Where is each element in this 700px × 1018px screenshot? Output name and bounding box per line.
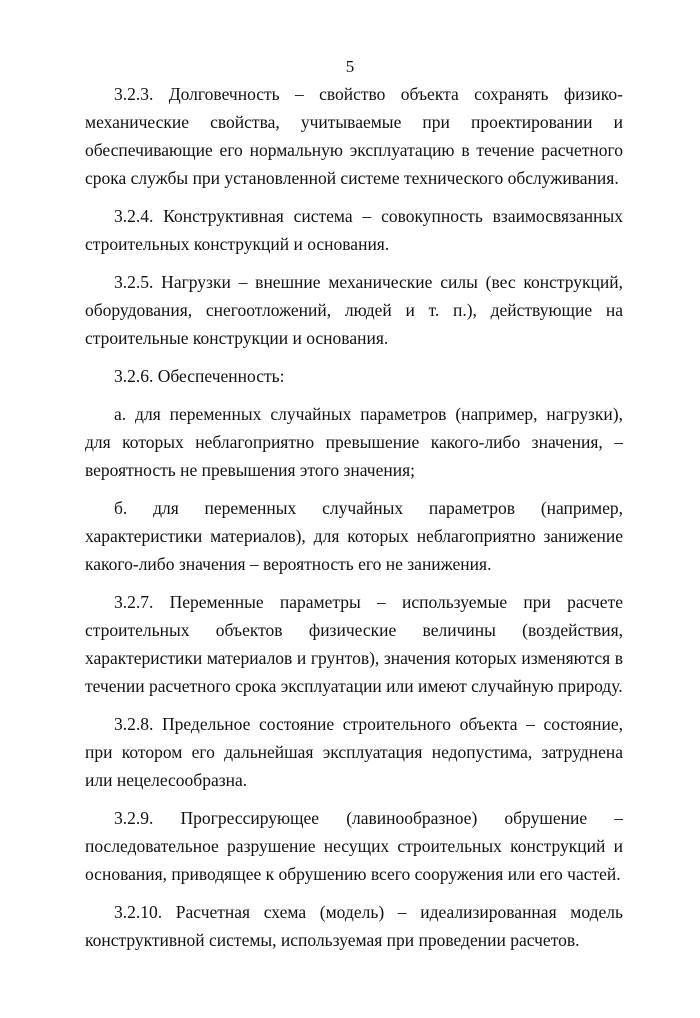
paragraph-3-2-5: 3.2.5. Нагрузки – внешние механические силы (вес конструкций, оборудования, снегоотложений, людей и т. п.), действующие на строительные конструкции и основания. <box>85 272 623 348</box>
paragraph-3-2-4: 3.2.4. Конструктивная система – совокупность взаимосвязанных строительных конструкций и основания. <box>85 206 623 254</box>
paragraph-3-2-6: 3.2.6. Обеспеченность: <box>114 366 285 386</box>
paragraph-3-2-10: 3.2.10. Расчетная схема (модель) – идеализированная модель конструктивной системы, используемая при проведении расчетов. <box>85 902 623 950</box>
page-number: 5 <box>345 57 355 76</box>
paragraph-3-2-6-b: б. для переменных случайных параметров (например, характеристики материалов), для которых неблагоприятно занижение какого-либо значения – вероятность его не занижения. <box>85 498 623 574</box>
paragraph-3-2-3: 3.2.3. Долговечность – свойство объекта сохранять физико-механические свойства, учитываемые при проектировании и обеспечивающие его нормальную эксплуатацию в течение расчетного срока службы при установленной системе технического обслуживания. <box>85 84 623 188</box>
document-body <box>85 80 623 954</box>
paragraph-3-2-8: 3.2.8. Предельное состояние строительного объекта – состояние, при котором его дальнейшая эксплуатация недопустима, затруднена или нецелесообразна. <box>85 714 623 790</box>
paragraph-3-2-9: 3.2.9. Прогрессирующее (лавинообразное) обрушение – последовательное разрушение несущих строительных конструкций и основания, приводящее к обрушению всего сооружения или его частей. <box>85 808 623 884</box>
paragraph-3-2-6-a: а. для переменных случайных параметров (например, нагрузки), для которых неблагоприятно превышение какого-либо значения, – вероятность не превышения этого значения; <box>85 404 623 480</box>
paragraph-3-2-7: 3.2.7. Переменные параметры – используемые при расчете строительных объектов физические величины (воздействия, характеристики материалов и грунтов), значения которых изменяются в течении расчетного срока эксплуатации или имеют случайную природу. <box>85 592 623 696</box>
